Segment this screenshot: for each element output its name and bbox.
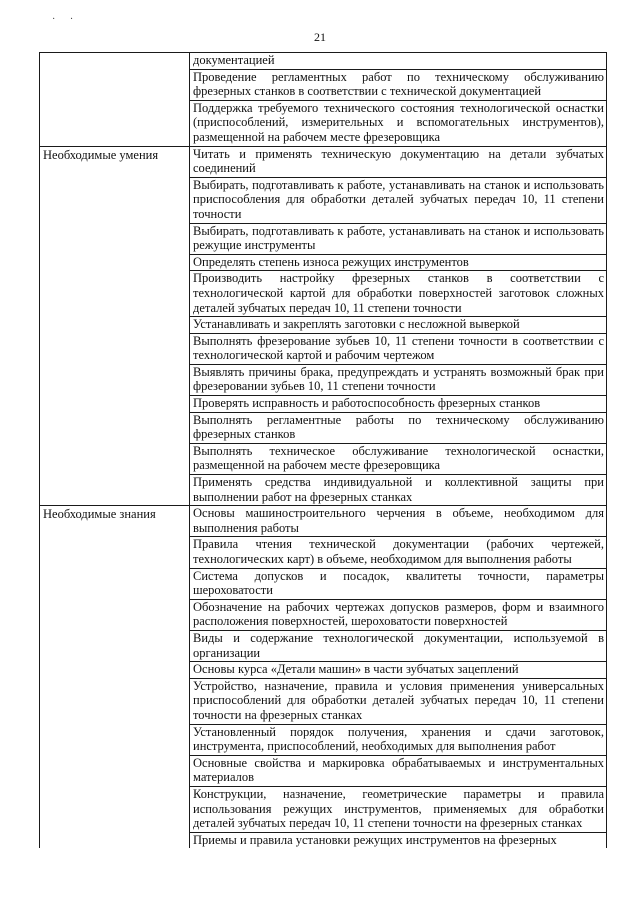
list-item: Система допусков и посадок, квалитеты точности, параметры шероховатости [190, 568, 607, 599]
list-item: Читать и применять техническую документацию на детали зубчатых соединений [190, 146, 607, 177]
list-item: Поддержка требуемого технического состояния технологической оснастки (приспособлений, измерительных и вспомогательных инструментов), размещенной на рабочем месте фрезеровщика [190, 100, 607, 146]
skills-label: Необходимые умения [40, 146, 190, 506]
list-item: Выбирать, подготавливать к работе, устанавливать на станок и использовать приспособления для обработки деталей зубчатых передач 10, 11 степени точности [190, 177, 607, 223]
table-row [40, 506, 607, 537]
empty-label-cell [40, 53, 190, 147]
list-item: Применять средства индивидуальной и коллективной защиты при выполнении работ на фрезерных станках [190, 475, 607, 506]
list-item: Проверять исправность и работоспособность фрезерных станков [190, 396, 607, 413]
list-item: Обозначение на рабочих чертежах допусков размеров, форм и взаимного расположения поверхностей, шероховатости поверхностей [190, 599, 607, 630]
table-row [40, 146, 607, 177]
list-item: Выполнять регламентные работы по техническому обслуживанию фрезерных станков [190, 412, 607, 443]
scan-mark: · · [52, 14, 80, 25]
list-item: Выполнять техническое обслуживание технологической оснастки, размещенной на рабочем месте фрезеровщика [190, 443, 607, 474]
list-item: Проведение регламентных работ по техническому обслуживанию фрезерных станков в соответствии с технической документацией [190, 69, 607, 100]
list-item: Выбирать, подготавливать к работе, устанавливать на станок и использовать режущие инструменты [190, 223, 607, 254]
competency-table [39, 52, 607, 848]
list-item: документацией [190, 53, 607, 70]
list-item: Определять степень износа режущих инструментов [190, 254, 607, 271]
list-item: Установленный порядок получения, хранения и сдачи заготовок, инструмента, приспособлений, необходимых для выполнения работ [190, 724, 607, 755]
list-item: Виды и содержание технологической документации, используемой в организации [190, 630, 607, 661]
list-item: Приемы и правила установки режущих инструментов на фрезерных [190, 832, 607, 848]
list-item: Выполнять фрезерование зубьев 10, 11 степени точности в соответствии с технологической картой и рабочим чертежом [190, 333, 607, 364]
list-item: Производить настройку фрезерных станков в соответствии с технологической картой для обработки поверхностей заготовок сложных деталей зубчатых передач 10, 11 степени точности [190, 271, 607, 317]
table-row [40, 53, 607, 70]
list-item: Устройство, назначение, правила и условия применения универсальных приспособлений для обработки деталей зубчатых передач 10, 11 степени точности на фрезерных станках [190, 678, 607, 724]
list-item: Устанавливать и закреплять заготовки с несложной выверкой [190, 317, 607, 334]
list-item: Конструкции, назначение, геометрические параметры и правила использования режущих инструментов, применяемых для обработки деталей зубчатых передач 10, 11 степени точности на фрезерных станках [190, 786, 607, 832]
list-item: Выявлять причины брака, предупреждать и устранять возможный брак при фрезеровании зубьев 10, 11 степени точности [190, 364, 607, 395]
knowledge-label: Необходимые знания [40, 506, 190, 849]
page-number: 21 [314, 30, 326, 44]
list-item: Основные свойства и маркировка обрабатываемых и инструментальных материалов [190, 755, 607, 786]
list-item: Основы машиностроительного черчения в объеме, необходимом для выполнения работы [190, 506, 607, 537]
list-item: Основы курса «Детали машин» в части зубчатых зацеплений [190, 662, 607, 679]
list-item: Правила чтения технической документации (рабочих чертежей, технологических карт) в объеме, необходимом для выполнения работы [190, 537, 607, 568]
